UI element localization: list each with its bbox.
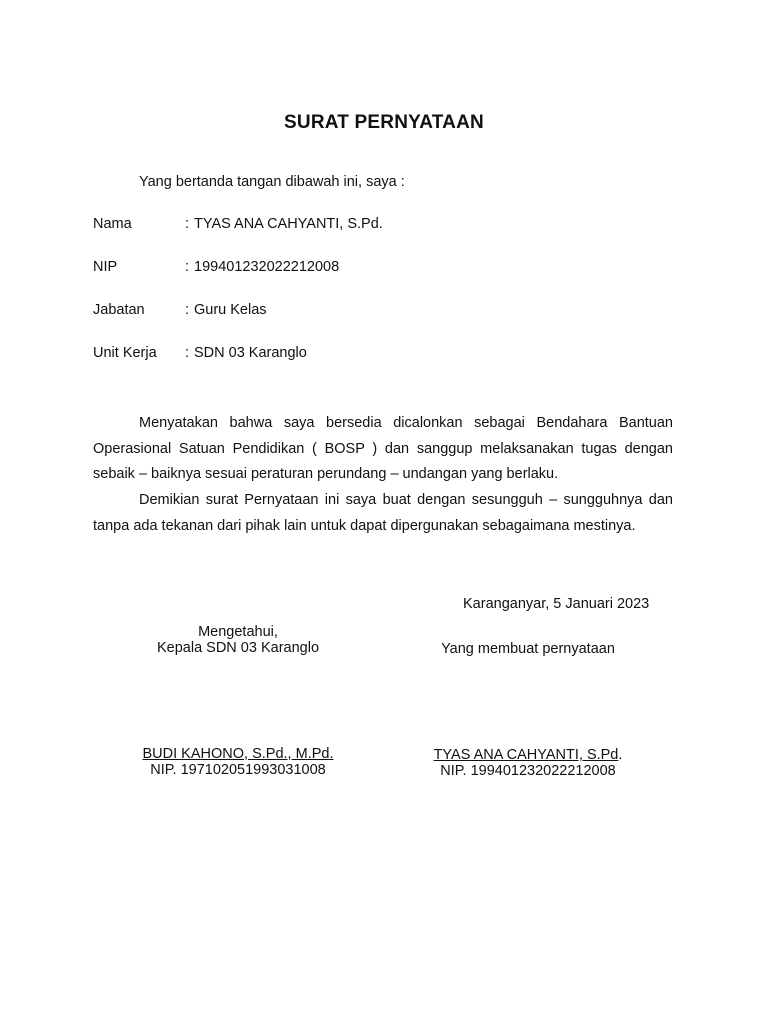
declarant-name: TYAS ANA CAHYANTI, S.Pd xyxy=(433,747,619,763)
principal-name: BUDI KAHONO, S.Pd., M.Pd. xyxy=(142,746,334,762)
declarant-name-suffix: . xyxy=(618,747,623,763)
field-label: Unit Kerja xyxy=(93,345,157,361)
field-label: NIP xyxy=(93,259,118,275)
field-separator: : xyxy=(185,216,190,232)
declarant-label: Yang membuat pernyataan xyxy=(441,641,615,657)
field-separator: : xyxy=(185,259,190,275)
signature-space xyxy=(118,656,358,746)
closing-paragraph xyxy=(93,488,673,539)
field-value: SDN 03 Karanglo xyxy=(194,345,307,361)
place-date: Karanganyar, 5 Januari 2023 xyxy=(463,596,650,612)
field-row-unit-kerja xyxy=(93,345,673,365)
field-row-nip xyxy=(93,259,673,279)
principal-nip: NIP. 197102051993031008 xyxy=(150,762,326,778)
field-value: 199401232022212008 xyxy=(194,259,340,275)
closing-text: Demikian surat Pernyataan ini saya buat dengan sesungguh – sungguhnya dan tanpa ada tekanan dari pihak lain untuk dapat dipergunakan sebagaimana mestinya. xyxy=(93,492,673,534)
declarant-name-line xyxy=(408,747,648,763)
principal-title: Kepala SDN 03 Karanglo xyxy=(156,640,320,656)
document-title: SURAT PERNYATAAN xyxy=(284,112,484,133)
statement-paragraph xyxy=(93,411,673,488)
field-value: Guru Kelas xyxy=(194,302,267,318)
field-row-jabatan xyxy=(93,302,673,322)
signature-space xyxy=(408,657,648,747)
signature-block-left xyxy=(118,624,358,778)
field-value: TYAS ANA CAHYANTI, S.Pd. xyxy=(194,216,383,232)
signature-block-right xyxy=(408,641,648,779)
field-row-nama xyxy=(93,216,673,236)
acknowledged-label: Mengetahui, xyxy=(198,624,278,640)
statement-text: Menyatakan bahwa saya bersedia dicalonkan sebagai Bendahara Bantuan Operasional Satuan Pendidikan ( BOSP ) dan sanggup melaksanakan tugas dengan sebaik – baiknya sesuai peraturan perundang – undangan yang berlaku. xyxy=(93,415,673,482)
field-separator: : xyxy=(185,302,190,318)
declarant-nip: NIP. 199401232022212008 xyxy=(440,763,616,779)
intro-text: Yang bertanda tangan dibawah ini, saya : xyxy=(139,174,405,190)
field-label: Nama xyxy=(93,216,132,232)
field-separator: : xyxy=(185,345,190,361)
field-label: Jabatan xyxy=(93,302,145,318)
